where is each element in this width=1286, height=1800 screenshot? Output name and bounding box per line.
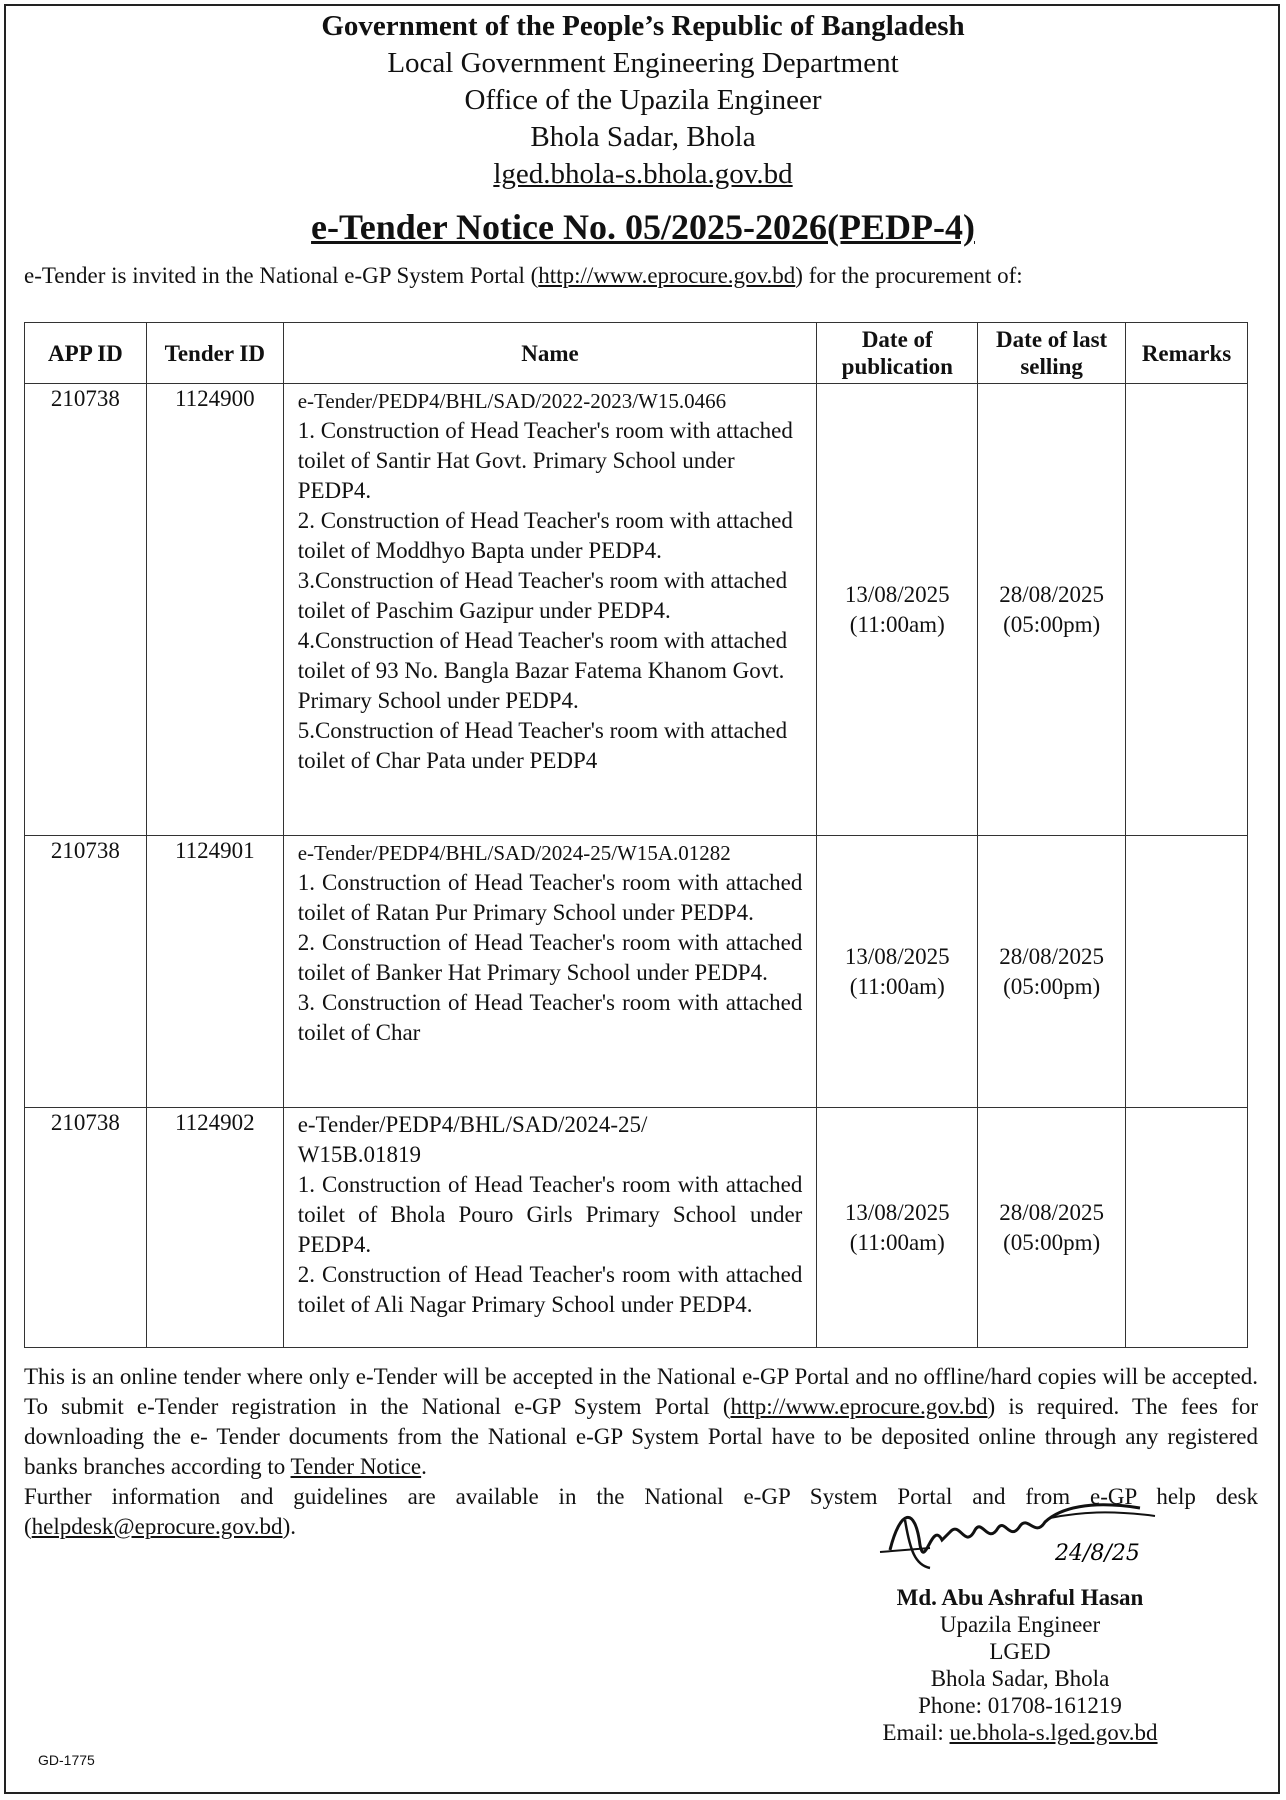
- signature-block: [780, 1490, 1260, 1746]
- letterhead: [0, 8, 1286, 193]
- tender-ref: e-Tender/PEDP4/BHL/SAD/2024-25/W15A.01282: [297, 841, 731, 865]
- publication-date-cell: [817, 836, 978, 1108]
- table-row: [25, 1108, 1248, 1348]
- tender-table: [24, 322, 1248, 1348]
- publication-date: 13/08/2025: [844, 943, 950, 969]
- tender-name-cell: [283, 384, 817, 836]
- app-id-cell: 210738: [25, 836, 147, 1108]
- helpdesk-email-link[interactable]: helpdesk@eprocure.gov.bd: [31, 1514, 283, 1539]
- work-item: 5.Construction of Head Teacher's room with attached toilet of Char Pata under PEDP4: [297, 718, 788, 773]
- publication-date: 13/08/2025: [844, 581, 950, 607]
- intro-before: e-Tender is invited in the National e-GP System Portal (: [24, 263, 539, 288]
- col-header-remarks: Remarks: [1126, 323, 1248, 384]
- signatory-phone: Phone: 01708-161219: [918, 1693, 1122, 1718]
- work-item: 2. Construction of Head Teacher's room with attached toilet of Ali Nagar Primary School under PEDP4.: [297, 1262, 803, 1317]
- work-item: 3. Construction of Head Teacher's room with attached toilet of Char: [297, 990, 803, 1045]
- tender-name-cell: [283, 836, 817, 1108]
- terms-text-b: ) is required. The fees for downloading the e- Tender documents from the National e-GP System Portal have to be deposited online through any registered banks branches according to: [24, 1394, 1258, 1479]
- table-row: [25, 836, 1248, 1108]
- last-selling-date: 28/08/2025: [999, 581, 1105, 607]
- work-item: 2. Construction of Head Teacher's room with attached toilet of Moddhyo Bapta under PEDP4.: [297, 508, 793, 563]
- col-header-name: Name: [283, 323, 817, 384]
- last-selling-cell: [978, 1108, 1126, 1348]
- document-code: GD-1775: [38, 1752, 95, 1768]
- notice-title: e-Tender Notice No. 05/2025-2026(PEDP-4): [311, 207, 975, 247]
- signatory-email[interactable]: ue.bhola-s.lged.gov.bd: [949, 1720, 1158, 1745]
- app-id-cell: 210738: [25, 1108, 147, 1348]
- remarks-cell: [1126, 836, 1248, 1108]
- tender-id-cell: 1124900: [146, 384, 283, 836]
- tender-ref: e-Tender/PEDP4/BHL/SAD/2022-2023/W15.0466: [297, 389, 727, 413]
- last-selling-cell: [978, 836, 1126, 1108]
- last-selling-cell: [978, 384, 1126, 836]
- helpdesk-text-b: ).: [282, 1514, 296, 1539]
- last-selling-date: 28/08/2025: [999, 943, 1105, 969]
- tender-id-cell: 1124901: [146, 836, 283, 1108]
- tender-ref: e-Tender/PEDP4/BHL/SAD/2024-25/ W15B.01819: [297, 1112, 648, 1167]
- terms-paragraph: [24, 1362, 1258, 1482]
- last-selling-date: 28/08/2025: [999, 1199, 1105, 1225]
- publication-date-cell: [817, 384, 978, 836]
- remarks-cell: [1126, 1108, 1248, 1348]
- remarks-cell: [1126, 384, 1248, 836]
- publication-time: (11:00am): [849, 1229, 945, 1255]
- helpdesk-text-a: Further information and guidelines are available in the National e-GP System Portal and from e-GP help desk (: [24, 1484, 1258, 1539]
- department-name: Local Government Engineering Department: [387, 47, 899, 79]
- publication-time: (11:00am): [849, 611, 945, 637]
- publication-date: 13/08/2025: [844, 1199, 950, 1225]
- work-item: 1. Construction of Head Teacher's room with attached toilet of Santir Hat Govt. Primary School under PEDP4.: [297, 418, 793, 503]
- office-location: Bhola Sadar, Bhola: [530, 121, 756, 153]
- office-name: Office of the Upazila Engineer: [464, 84, 822, 116]
- table-header-row: [25, 323, 1248, 384]
- office-website[interactable]: lged.bhola-s.bhola.gov.bd: [493, 158, 793, 190]
- work-item: 1. Construction of Head Teacher's room with attached toilet of Ratan Pur Primary School under PEDP4.: [297, 870, 803, 925]
- last-selling-time: (05:00pm): [1003, 611, 1101, 637]
- last-selling-time: (05:00pm): [1003, 1229, 1101, 1255]
- eprocure-link[interactable]: http://www.eprocure.gov.bd: [538, 263, 796, 288]
- signature-image: [870, 1490, 1170, 1580]
- intro-after: ) for the procurement of:: [795, 263, 1023, 288]
- table-row: [25, 384, 1248, 836]
- app-id-cell: 210738: [25, 384, 147, 836]
- work-item: 2. Construction of Head Teacher's room with attached toilet of Banker Hat Primary School under PEDP4.: [297, 930, 803, 985]
- signature-date: 24/8/25: [1055, 1541, 1140, 1566]
- intro-text: [24, 263, 1023, 289]
- publication-time: (11:00am): [849, 973, 945, 999]
- government-name: Government of the People’s Republic of Bangladesh: [321, 10, 965, 42]
- publication-date-cell: [817, 1108, 978, 1348]
- signatory-designation: Upazila Engineer: [939, 1612, 1101, 1637]
- tender-id-cell: 1124902: [146, 1108, 283, 1348]
- signatory-location: Bhola Sadar, Bhola: [930, 1666, 1110, 1691]
- col-header-app-id: APP ID: [25, 323, 147, 384]
- work-item: 1. Construction of Head Teacher's room with attached toilet of Bhola Pouro Girls Primary School under PEDP4.: [297, 1172, 803, 1257]
- signatory-name: Md. Abu Ashraful Hasan: [896, 1585, 1144, 1610]
- tender-notice-link[interactable]: Tender Notice: [290, 1454, 422, 1479]
- email-label: Email:: [882, 1720, 950, 1745]
- terms-text-c: .: [421, 1454, 427, 1479]
- signatory-email-line: [780, 1719, 1260, 1746]
- work-item: 4.Construction of Head Teacher's room with attached toilet of 93 No. Bangla Bazar Fatema Khanom Govt. Primary School under PEDP4.: [297, 628, 788, 713]
- signatory-org: LGED: [989, 1639, 1051, 1664]
- col-header-publication: Date of publication: [817, 323, 978, 384]
- work-item: 3.Construction of Head Teacher's room with attached toilet of Paschim Gazipur under PEDP4.: [297, 568, 788, 623]
- col-header-tender-id: Tender ID: [146, 323, 283, 384]
- last-selling-time: (05:00pm): [1003, 973, 1101, 999]
- terms-text-a: This is an online tender where only e-Tender will be accepted in the National e-GP Portal and no offline/hard copies will be accepted. To submit e-Tender registration in the National e-GP System Portal (: [24, 1364, 1258, 1419]
- eprocure-link[interactable]: http://www.eprocure.gov.bd: [730, 1394, 988, 1419]
- col-header-last-selling: Date of last selling: [978, 323, 1126, 384]
- tender-name-cell: [283, 1108, 817, 1348]
